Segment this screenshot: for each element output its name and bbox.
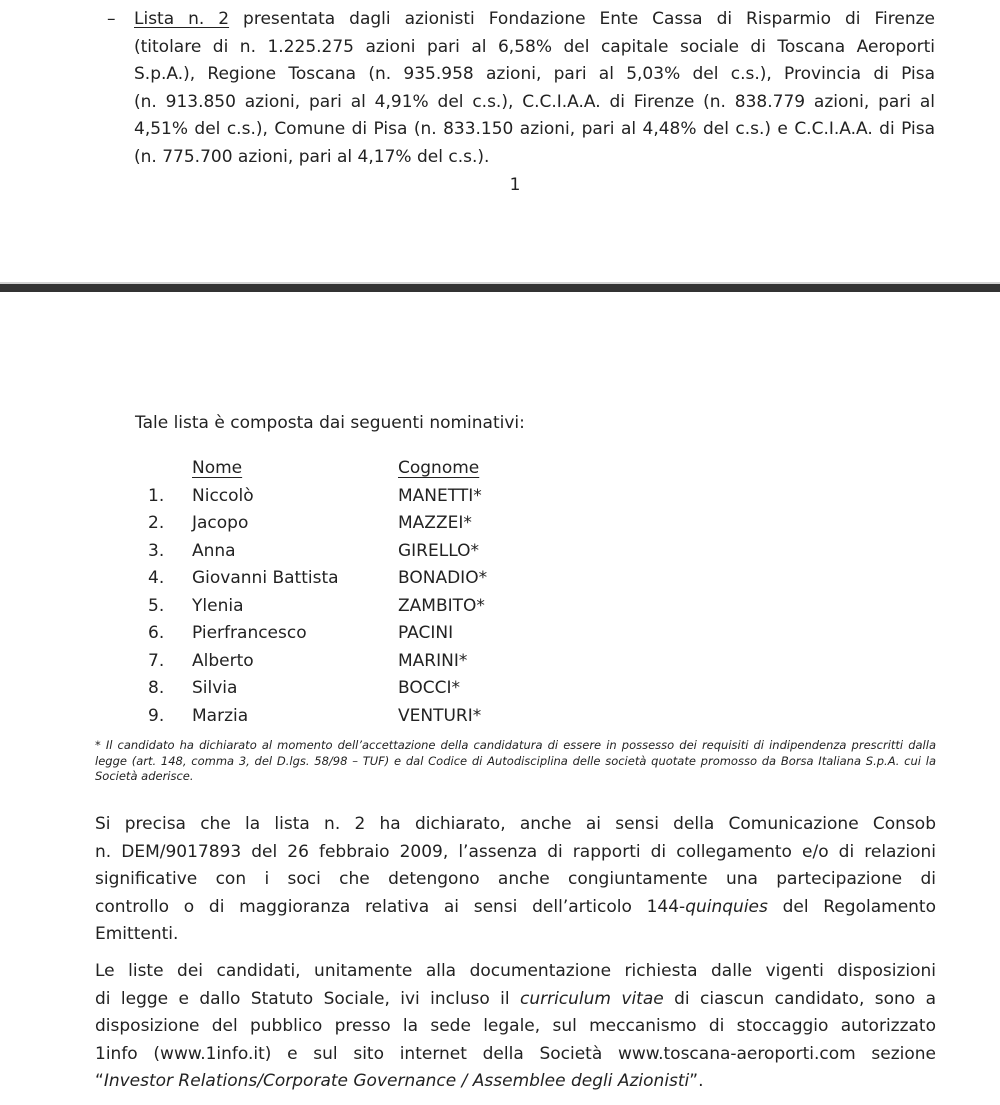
candidate-cognome: BONADIO*: [398, 568, 488, 588]
paragraph-line: di legge e dallo Statuto Sociale, ivi incluso il curriculum vitae di ciascun candidato, sono a: [95, 988, 936, 1009]
candidate-cognome: MANETTI*: [398, 485, 482, 506]
table-row: [148, 703, 708, 731]
row-number: 3.: [148, 540, 165, 561]
list-item-line: (n. 913.850 azioni, pari al 4,91% del c.s.), C.C.I.A.A. di Firenze (n. 838.779 azioni, pari al: [134, 91, 935, 112]
candidate-cognome: GIRELLO*: [398, 540, 479, 561]
column-header-nome: Nome: [192, 458, 243, 478]
row-number: 7.: [148, 650, 165, 671]
list-item-line: 4,51% del c.s.), Comune di Pisa (n. 833.150 azioni, pari al 4,48% del c.s.) e C.C.I.A.A. di Pisa: [134, 119, 935, 139]
candidate-nome: Silvia: [192, 678, 238, 698]
table-row: [148, 538, 708, 566]
row-number: 9.: [148, 705, 165, 726]
paragraph-line: Le liste dei candidati, unitamente alla documentazione richiesta dalle vigenti disposizioni: [95, 961, 936, 981]
intro-text: Tale lista è composta dai seguenti nominativi:: [135, 413, 525, 433]
column-header-cognome: Cognome: [398, 458, 480, 478]
paragraph-liste-documentazione: [95, 958, 936, 1096]
paragraph-line: significative con i soci che detengono anche congiuntamente una partecipazione di: [95, 869, 936, 889]
candidate-nome: Jacopo: [192, 513, 249, 533]
candidate-nome: Marzia: [192, 705, 249, 726]
table-row: [148, 620, 708, 648]
row-number: 4.: [148, 568, 165, 588]
candidate-cognome: PACINI: [398, 623, 454, 643]
table-row: [148, 675, 708, 703]
candidate-nome: Alberto: [192, 650, 254, 671]
table-header-row: [148, 455, 708, 483]
candidate-cognome: MAZZEI*: [398, 513, 472, 533]
footnote-line: legge (art. 148, comma 3, del D.lgs. 58/98 – TUF) e dal Codice di Autodisciplina delle società quotate promosso da Borsa Italiana S.p.A. cui la: [95, 753, 936, 768]
list-item-lista-2: [134, 6, 935, 171]
list-item-line: (n. 775.700 azioni, pari al 4,17% del c.s.).: [134, 146, 490, 167]
candidates-table: [148, 455, 708, 730]
candidate-nome: Ylenia: [192, 595, 244, 616]
table-row: [148, 510, 708, 538]
list-item-line: Lista n. 2 presentata dagli azionisti Fondazione Ente Cassa di Risparmio di Firenze: [134, 9, 935, 29]
page-number: 1: [509, 175, 521, 195]
list-item-dash: –: [107, 9, 116, 29]
paragraph-line: “Investor Relations/Corporate Governance / Assemblee degli Azionisti”.: [95, 1071, 704, 1091]
paragraph-line: Si precisa che la lista n. 2 ha dichiarato, anche ai sensi della Comunicazione Consob: [95, 814, 936, 834]
candidate-nome: Niccolò: [192, 485, 254, 506]
paragraph-line: controllo o di maggioranza relativa ai sensi dell’articolo 144-quinquies del Regolamento: [95, 896, 936, 917]
row-number: 2.: [148, 513, 165, 533]
list-item-line: S.p.A.), Regione Toscana (n. 935.958 azioni, pari al 5,03% del c.s.), Provincia di Pisa: [134, 64, 935, 84]
paragraph-line: disposizione del pubblico presso la sede legale, sul meccanismo di stoccaggio autorizzato: [95, 1016, 936, 1036]
row-number: 6.: [148, 623, 165, 643]
candidate-nome: Giovanni Battista: [192, 568, 339, 588]
candidate-cognome: VENTURI*: [398, 705, 482, 726]
table-row: [148, 593, 708, 621]
row-number: 5.: [148, 595, 165, 616]
candidate-nome: Anna: [192, 540, 236, 561]
paragraph-line: 1info (www.1info.it) e sul sito internet della Società www.toscana-aeroporti.com sezione: [95, 1043, 936, 1064]
candidate-nome: Pierfrancesco: [192, 623, 307, 643]
paragraph-consob-declaration: [95, 811, 936, 949]
table-row: [148, 483, 708, 511]
row-number: 8.: [148, 678, 165, 698]
table-row: [148, 648, 708, 676]
independence-footnote: [95, 738, 936, 785]
footnote-line: Società aderisce.: [95, 769, 194, 784]
paragraph-line: Emittenti.: [95, 924, 179, 944]
candidate-cognome: MARINI*: [398, 650, 468, 671]
footnote-line: * Il candidato ha dichiarato al momento dell’accettazione della candidatura di essere in possesso dei requisiti di indipendenza prescritti dalla: [95, 738, 936, 752]
list-item-line: (titolare di n. 1.225.275 azioni pari al 6,58% del capitale sociale di Toscana Aeroporti: [134, 36, 935, 57]
candidate-cognome: ZAMBITO*: [398, 595, 485, 616]
table-row: [148, 565, 708, 593]
page-divider-bar: [0, 284, 1000, 292]
row-number: 1.: [148, 485, 165, 506]
candidate-cognome: BOCCI*: [398, 678, 460, 698]
paragraph-line: n. DEM/9017893 del 26 febbraio 2009, l’assenza di rapporti di collegamento e/o di relazioni: [95, 841, 936, 862]
